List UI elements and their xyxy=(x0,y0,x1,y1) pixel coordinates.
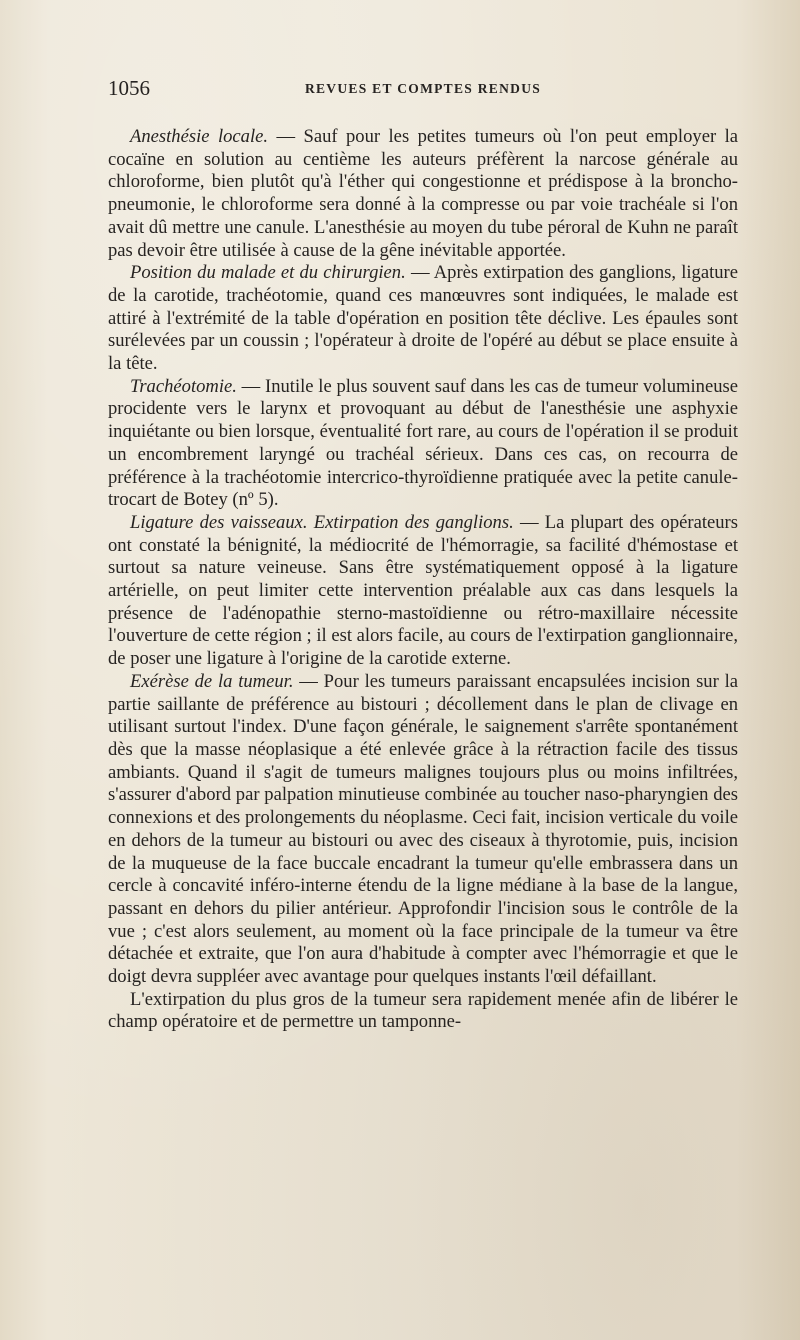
paragraph-exerese xyxy=(108,671,738,989)
paragraph-heading: Exérèse de la tumeur. xyxy=(130,670,294,692)
running-title: REVUES ET COMPTES RENDUS xyxy=(304,81,542,96)
paragraph-tracheotomie xyxy=(108,376,738,512)
paragraph-heading: Ligature des vaisseaux. Extirpation des ganglions. xyxy=(130,511,514,533)
paragraph-heading: Anesthésie locale. xyxy=(130,126,269,147)
paragraph-text: — Après extirpation des ganglions, ligature de la carotide, trachéotomie, quand ces manœuvres sont indiquées, le malade est attiré à l'extrémité de la table d'opération en position tête déclive. Les épaules sont surélevées par un coussin ; l'opérateur à droite de l'opéré au début se place ensuite à la tête. xyxy=(108,262,738,375)
page-number: 1056 xyxy=(108,76,150,100)
paragraph-text: — Pour les tumeurs paraissant encapsulées incision sur la partie saillante de préférence au bistouri ; décollement dans le plan de clivage en utilisant surtout l'index. D'une façon générale, le saignement s'arrête spontanément dès que la masse néoplasique a été enlevée grâce à la rétraction facile des tissus ambiants. Quand il s'agit de tumeurs malignes toujours plus ou moins infiltrées, s'assurer d'abord par palpation minutieuse combinée au toucher naso-pharyngien des connexions et des prolongements du néoplasme. Ceci fait, incision verticale du voile en dehors de la tumeur au bistouri ou avec des ciseaux à thyrotomie, puis, incision de la muqueuse de la face buccale encadrant la tumeur qu'elle embrassera dans un cercle à concavité inféro-interne étendu de la ligne médiane à la base de la langue, passant en dehors du pilier antérieur. Approfondir l'incision sous le contrôle de la vue ; c'est alors seulement, au moment où la face principale de la tumeur va être détachée et extraite, que l'on aura d'habitude à compter avec l'hémorragie et que le doigt devra suppléer avec avantage pour quelques instants l'œil défaillant. xyxy=(108,670,739,988)
body-text xyxy=(108,126,738,1034)
paragraph-heading: Trachéotomie. xyxy=(130,375,237,397)
paragraph-text: L'extirpation du plus gros de la tumeur sera rapidement menée afin de libérer le champ opératoire et de permettre un tamponne- xyxy=(108,988,738,1033)
paragraph-position xyxy=(108,262,738,376)
page-header xyxy=(108,76,738,106)
paragraph-extirpation xyxy=(108,989,738,1034)
paragraph-ligature xyxy=(108,512,738,671)
paragraph-anesthesie xyxy=(108,126,738,262)
paragraph-text: — Sauf pour les petites tumeurs où l'on peut employer la cocaïne en solution au centième les auteurs préfèrent la narcose générale au chloroforme, bien plutôt qu'à l'éther qui congestionne et prédispose à la broncho-pneumonie, le chloroforme sera donné à la compresse ou par voie trachéale si l'on avait dû mettre une canule. L'anesthésie au moyen du tube péroral de Kuhn ne paraît pas devoir être utilisée à cause de la gêne inévitable apportée. xyxy=(108,126,738,261)
paragraph-text: — Inutile le plus souvent sauf dans les cas de tumeur volumineuse procidente vers le larynx et provoquant au début de l'anesthésie une asphyxie inquiétante ou bien lorsque, éventualité fort rare, au cours de l'opération il se produit un encombrement laryngé ou trachéal sérieux. Dans ces cas, on recourra de préférence à la trachéotomie intercrico-thyroïdienne pratiquée avec la petite canule-trocart de Botey (nº 5). xyxy=(108,375,738,511)
paragraph-text: — La plupart des opérateurs ont constaté la bénignité, la médiocrité de l'hémorragie, sa facilité d'hémostase et surtout sa nature veineuse. Sans être systématiquement opposé à la ligature artérielle, on peut limiter cette intervention préalable aux cas dans lesquels la présence de l'adénopathie sterno-mastoïdienne ou rétro-maxillaire nécessite l'ouverture de cette région ; il est alors facile, au cours de l'extirpation ganglionnaire, de poser une ligature à l'origine de la carotide externe. xyxy=(108,511,738,670)
paragraph-heading: Position du malade et du chirurgien. xyxy=(130,262,406,284)
